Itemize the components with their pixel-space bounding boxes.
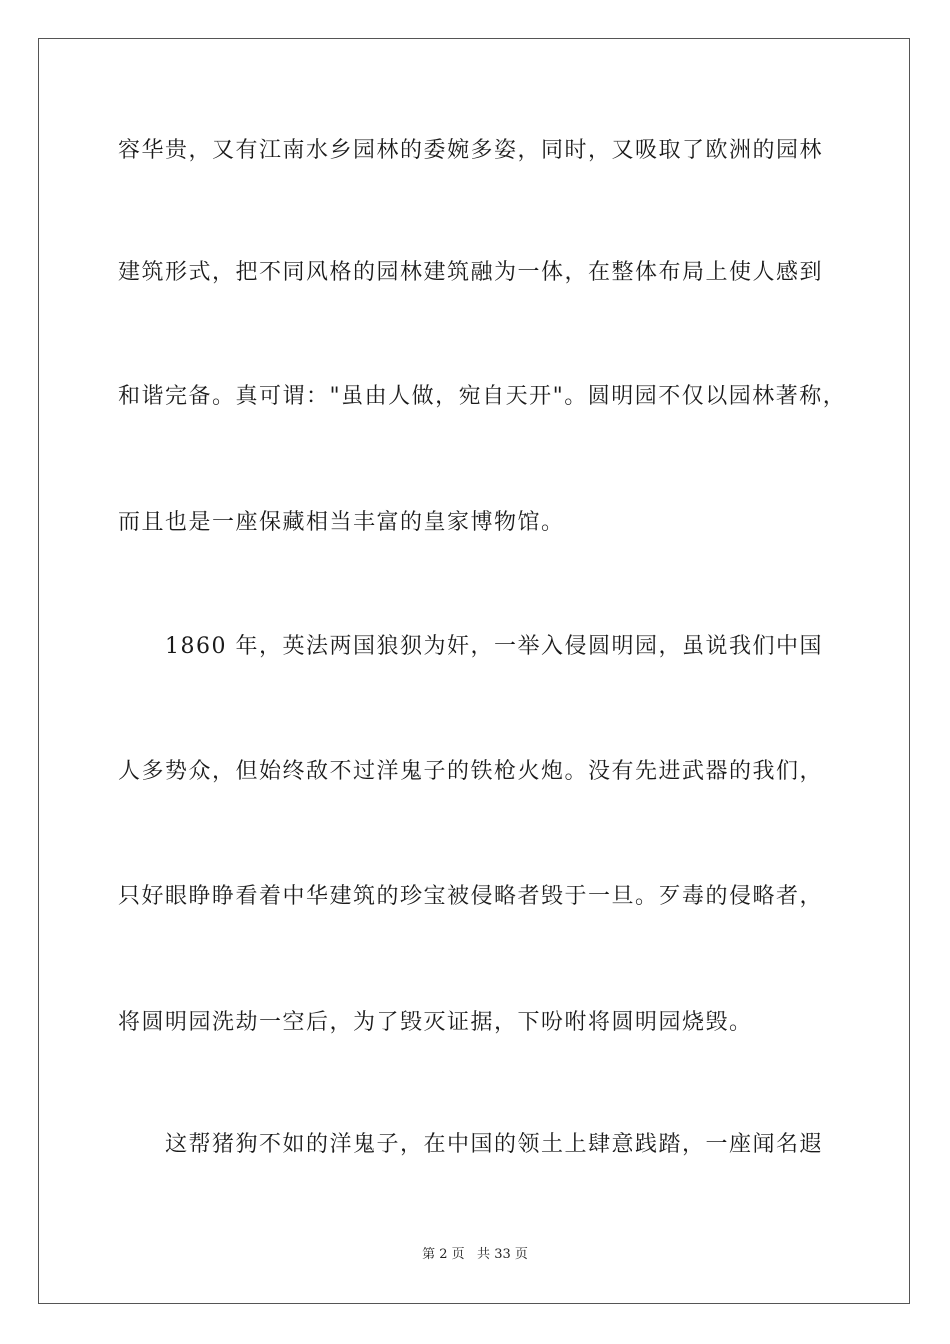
text-line-6: 人多势众，但始终敌不过洋鬼子的铁枪火炮。没有先进武器的我们， (118, 759, 824, 784)
text-line-3: 和谐完备。真可谓："虽由人做，宛自天开"。圆明园不仅以园林著称， (118, 384, 847, 409)
text-line-8: 将圆明园洗劫一空后，为了毁灭证据，下吩咐将圆明园烧毁。 (118, 1010, 753, 1035)
text-line-4: 而且也是一座保藏相当丰富的皇家博物馆。 (118, 510, 565, 535)
text-line-7: 只好眼睁睁看着中华建筑的珍宝被侵略者毁于一旦。歹毒的侵略者， (118, 884, 824, 909)
text-line-5: 1860 年，英法两国狼狈为奸，一举入侵圆明园，虽说我们中国 (165, 634, 823, 659)
text-line-9: 这帮猪狗不如的洋鬼子，在中国的领土上肆意践踏，一座闻名遐 (165, 1132, 824, 1157)
page-frame (38, 38, 910, 1304)
text-line-2: 建筑形式，把不同风格的园林建筑融为一体，在整体布局上使人感到 (118, 260, 824, 285)
page-number-footer: 第 2 页 共 33 页 (422, 1247, 528, 1262)
text-line-1: 容华贵，又有江南水乡园林的委婉多姿，同时，又吸取了欧洲的园林 (118, 138, 824, 163)
